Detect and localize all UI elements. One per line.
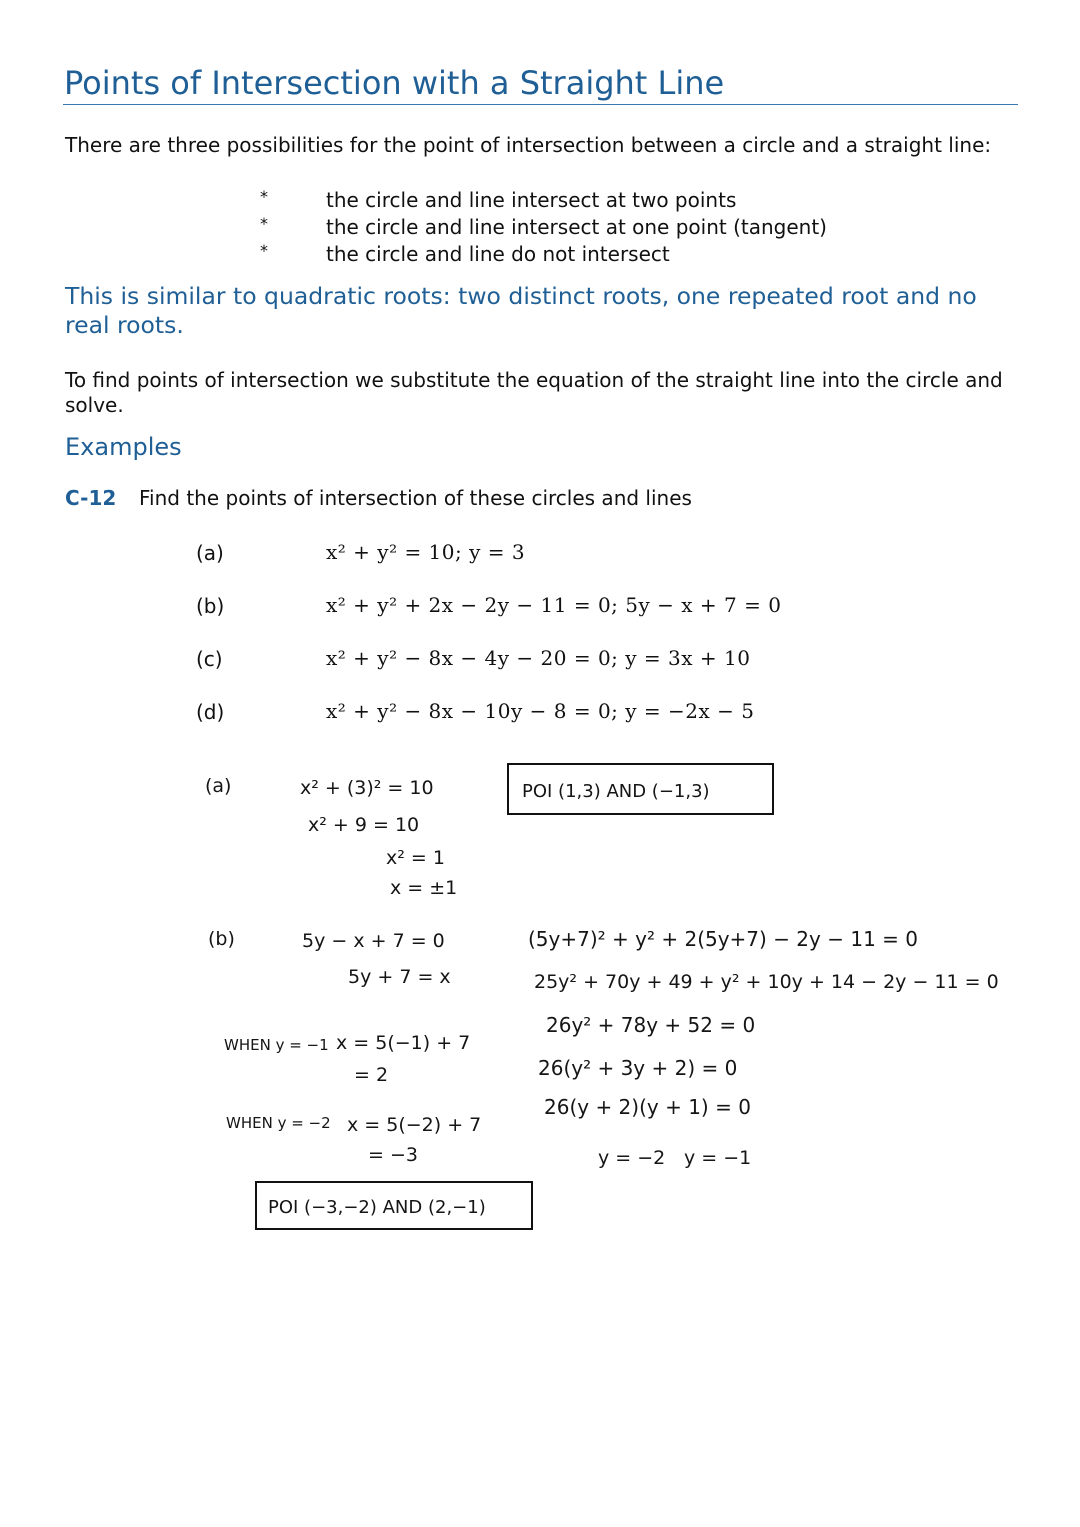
question-text: Find the points of intersection of these circles and lines: [139, 486, 692, 510]
hand-when: WHEN y = −2: [226, 1114, 331, 1132]
hand-step: 5y − x + 7 = 0: [302, 930, 445, 952]
page-title: Points of Intersection with a Straight Line: [64, 64, 725, 102]
hand-root: y = −2: [598, 1147, 666, 1169]
bullet-marker: *: [260, 187, 268, 206]
hand-step: x² + (3)² = 10: [300, 777, 434, 799]
hand-step: x² + 9 = 10: [308, 814, 420, 836]
hand-label-b: (b): [208, 928, 235, 950]
hand-step: 26(y + 2)(y + 1) = 0: [544, 1095, 751, 1119]
bullet-marker: *: [260, 214, 268, 233]
part-label: (a): [196, 541, 224, 565]
list-item: the circle and line intersect at two points: [326, 188, 737, 212]
hand-step: x = ±1: [390, 877, 458, 899]
hand-answer-a: POI (1,3) AND (−1,3): [522, 781, 710, 802]
hand-step: x² = 1: [386, 847, 445, 869]
method-paragraph: To find points of intersection we substitute the equation of the straight line into the circle and solve.: [65, 368, 1003, 417]
question-code: C-12: [65, 486, 117, 510]
hand-step: 26y² + 78y + 52 = 0: [546, 1013, 756, 1037]
part-label: (b): [196, 594, 225, 618]
hand-step: = −3: [368, 1144, 418, 1166]
bullet-marker: *: [260, 241, 268, 260]
part-label: (d): [196, 700, 225, 724]
hand-root: y = −1: [684, 1147, 752, 1169]
hand-answer-b: POI (−3,−2) AND (2,−1): [268, 1197, 486, 1218]
hand-step: x = 5(−2) + 7: [347, 1114, 482, 1136]
intro-paragraph: There are three possibilities for the point of intersection between a circle and a straight line:: [65, 133, 992, 157]
hand-step: x = 5(−1) + 7: [336, 1032, 471, 1054]
part-equation: x² + y² + 2x − 2y − 11 = 0; 5y − x + 7 = 0: [326, 593, 782, 617]
list-item: the circle and line do not intersect: [326, 242, 670, 266]
part-equation: x² + y² − 8x − 4y − 20 = 0; y = 3x + 10: [326, 646, 751, 670]
list-item: the circle and line intersect at one point (tangent): [326, 215, 827, 239]
examples-heading: Examples: [65, 433, 182, 461]
hand-step: 5y + 7 = x: [348, 966, 451, 988]
hand-label-a: (a): [205, 775, 232, 797]
hand-when: WHEN y = −1: [224, 1036, 329, 1054]
part-label: (c): [196, 647, 223, 671]
hand-step: = 2: [354, 1064, 389, 1086]
part-equation: x² + y² − 8x − 10y − 8 = 0; y = −2x − 5: [326, 699, 755, 723]
hand-step: 25y² + 70y + 49 + y² + 10y + 14 − 2y − 11 = 0: [534, 971, 999, 993]
quadratic-note: This is similar to quadratic roots: two distinct roots, one repeated root and no real roots.: [65, 282, 977, 339]
hand-step: (5y+7)² + y² + 2(5y+7) − 2y − 11 = 0: [528, 927, 918, 951]
part-equation: x² + y² = 10; y = 3: [326, 540, 526, 564]
hand-step: 26(y² + 3y + 2) = 0: [538, 1056, 738, 1080]
